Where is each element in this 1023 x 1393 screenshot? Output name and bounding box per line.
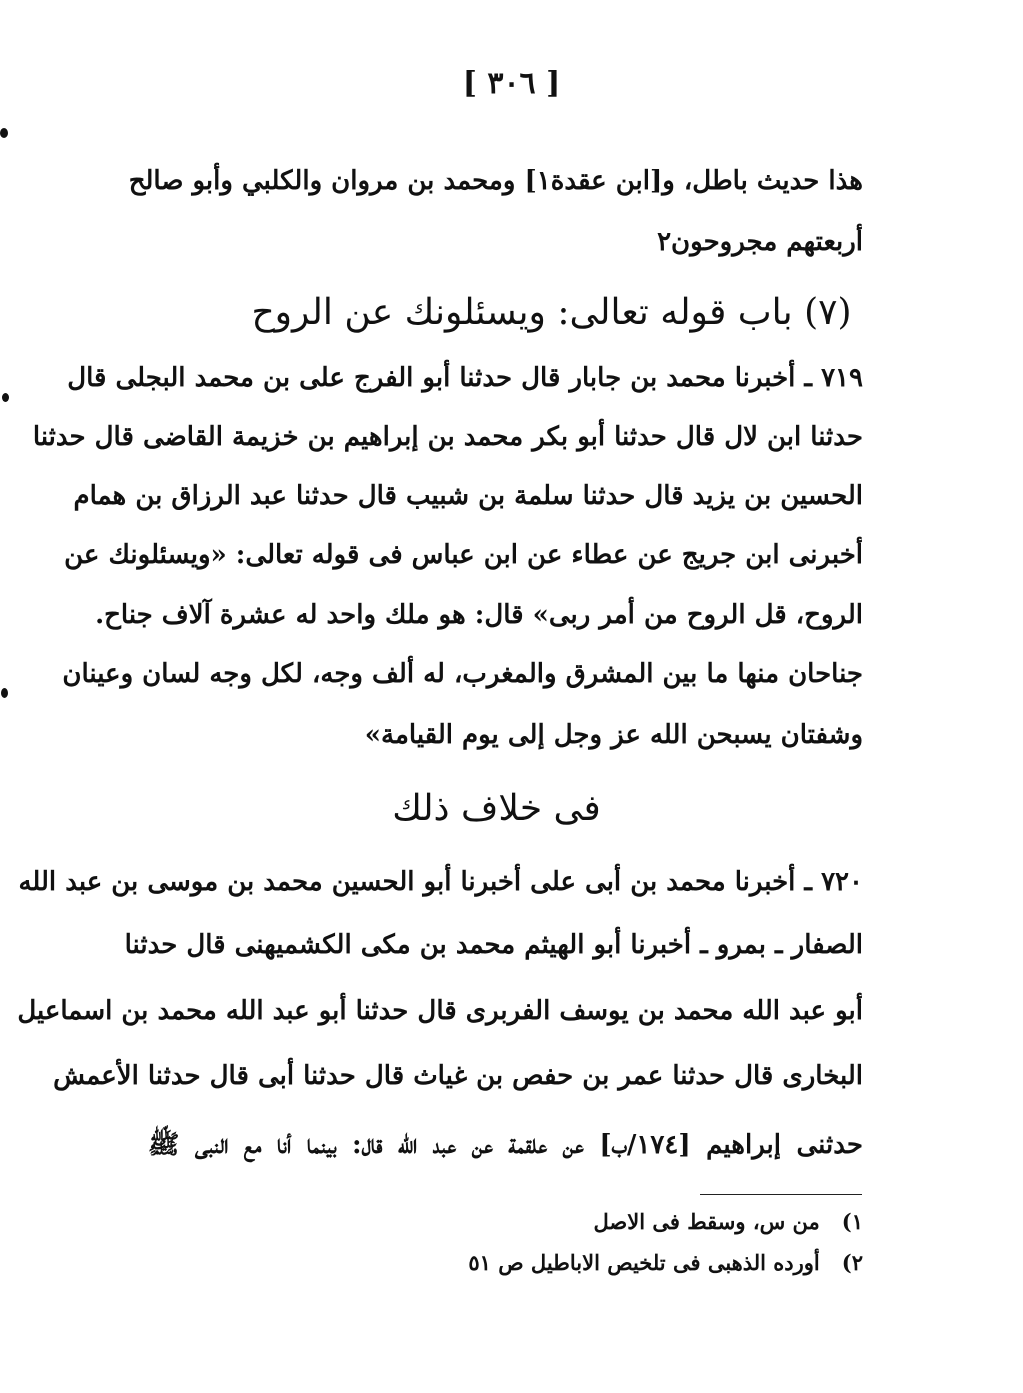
text-line: أبو عبد الله محمد بن يوسف الفربرى قال حدثنا أبو عبد الله محمد بن اسماعيل: [17, 996, 863, 1026]
text-line: أخبرنى ابن جريج عن عطاء عن ابن عباس فى قوله تعالى: «ويسئلونك عن: [64, 540, 863, 570]
text-line: حدثنا ابن لال قال حدثنا أبو بكر محمد بن إبراهيم بن خزيمة القاضى قال حدثنا: [32, 422, 863, 452]
text-line: الصفار ـ بمرو ـ أخبرنا أبو الهيثم محمد بن مكى الكشميهنى قال حدثنا: [124, 930, 863, 960]
text-line: جناحان منها ما بين المشرق والمغرب، له ألف وجه، لكل وجه لسان وعينان: [62, 659, 863, 689]
page-number: [ ٣٠٦ ]: [462, 66, 561, 101]
text-line: هذا حديث باطل، و[ابن عقدة١] ومحمد بن مروان والكلبي وأبو صالح: [128, 166, 863, 196]
text-line: الروح، قل الروح من أمر ربى» قال: هو ملك واحد له عشرة آلاف جناح.: [95, 600, 863, 630]
section-heading: فى خلاف ذلك: [392, 788, 601, 829]
footnote: [363, 1209, 863, 1234]
text-line: ٧١٩ ـ أخبرنا محمد بن جابار قال حدثنا أبو الفرج على بن محمد البجلى قال: [67, 363, 863, 393]
chapter-heading: (٧) باب قوله تعالى: ويسئلونك عن الروح: [251, 292, 852, 333]
text-line: البخارى قال حدثنا عمر بن حفص بن غياث قال حدثنا أبى قال حدثنا الأعمش: [53, 1061, 863, 1091]
scan-speck: [0, 128, 8, 138]
scan-speck: [1, 688, 8, 698]
footnote-divider: [700, 1194, 862, 1195]
footnote-text: أورده الذهبى فى تلخيص الاباطيل ص ٥١: [468, 1250, 820, 1275]
footnote-number: ٢): [841, 1250, 863, 1275]
text-line: أربعتهم مجروحون٢: [657, 227, 863, 257]
text-line: ٧٢٠ ـ أخبرنا محمد بن أبى على أخبرنا أبو الحسين محمد بن موسى بن عبد الله: [18, 867, 863, 897]
footnote: [363, 1250, 863, 1275]
footnote-number: ١): [841, 1209, 863, 1234]
text-line: وشفتان يسبحن الله عز وجل إلى يوم القيامة»: [364, 720, 863, 750]
footnote-text: من س، وسقط فى الاصل: [593, 1209, 820, 1234]
text-line: الحسين بن يزيد قال حدثنا سلمة بن شبيب قال حدثنا عبد الرزاق بن همام: [73, 481, 863, 511]
text-line: حدثنى إبراهيم [١٧٤/ب] عن علقمة عن عبد الله قال: بينما أنا مع النبى ﷺ: [148, 1130, 863, 1160]
scan-speck: [2, 393, 9, 402]
